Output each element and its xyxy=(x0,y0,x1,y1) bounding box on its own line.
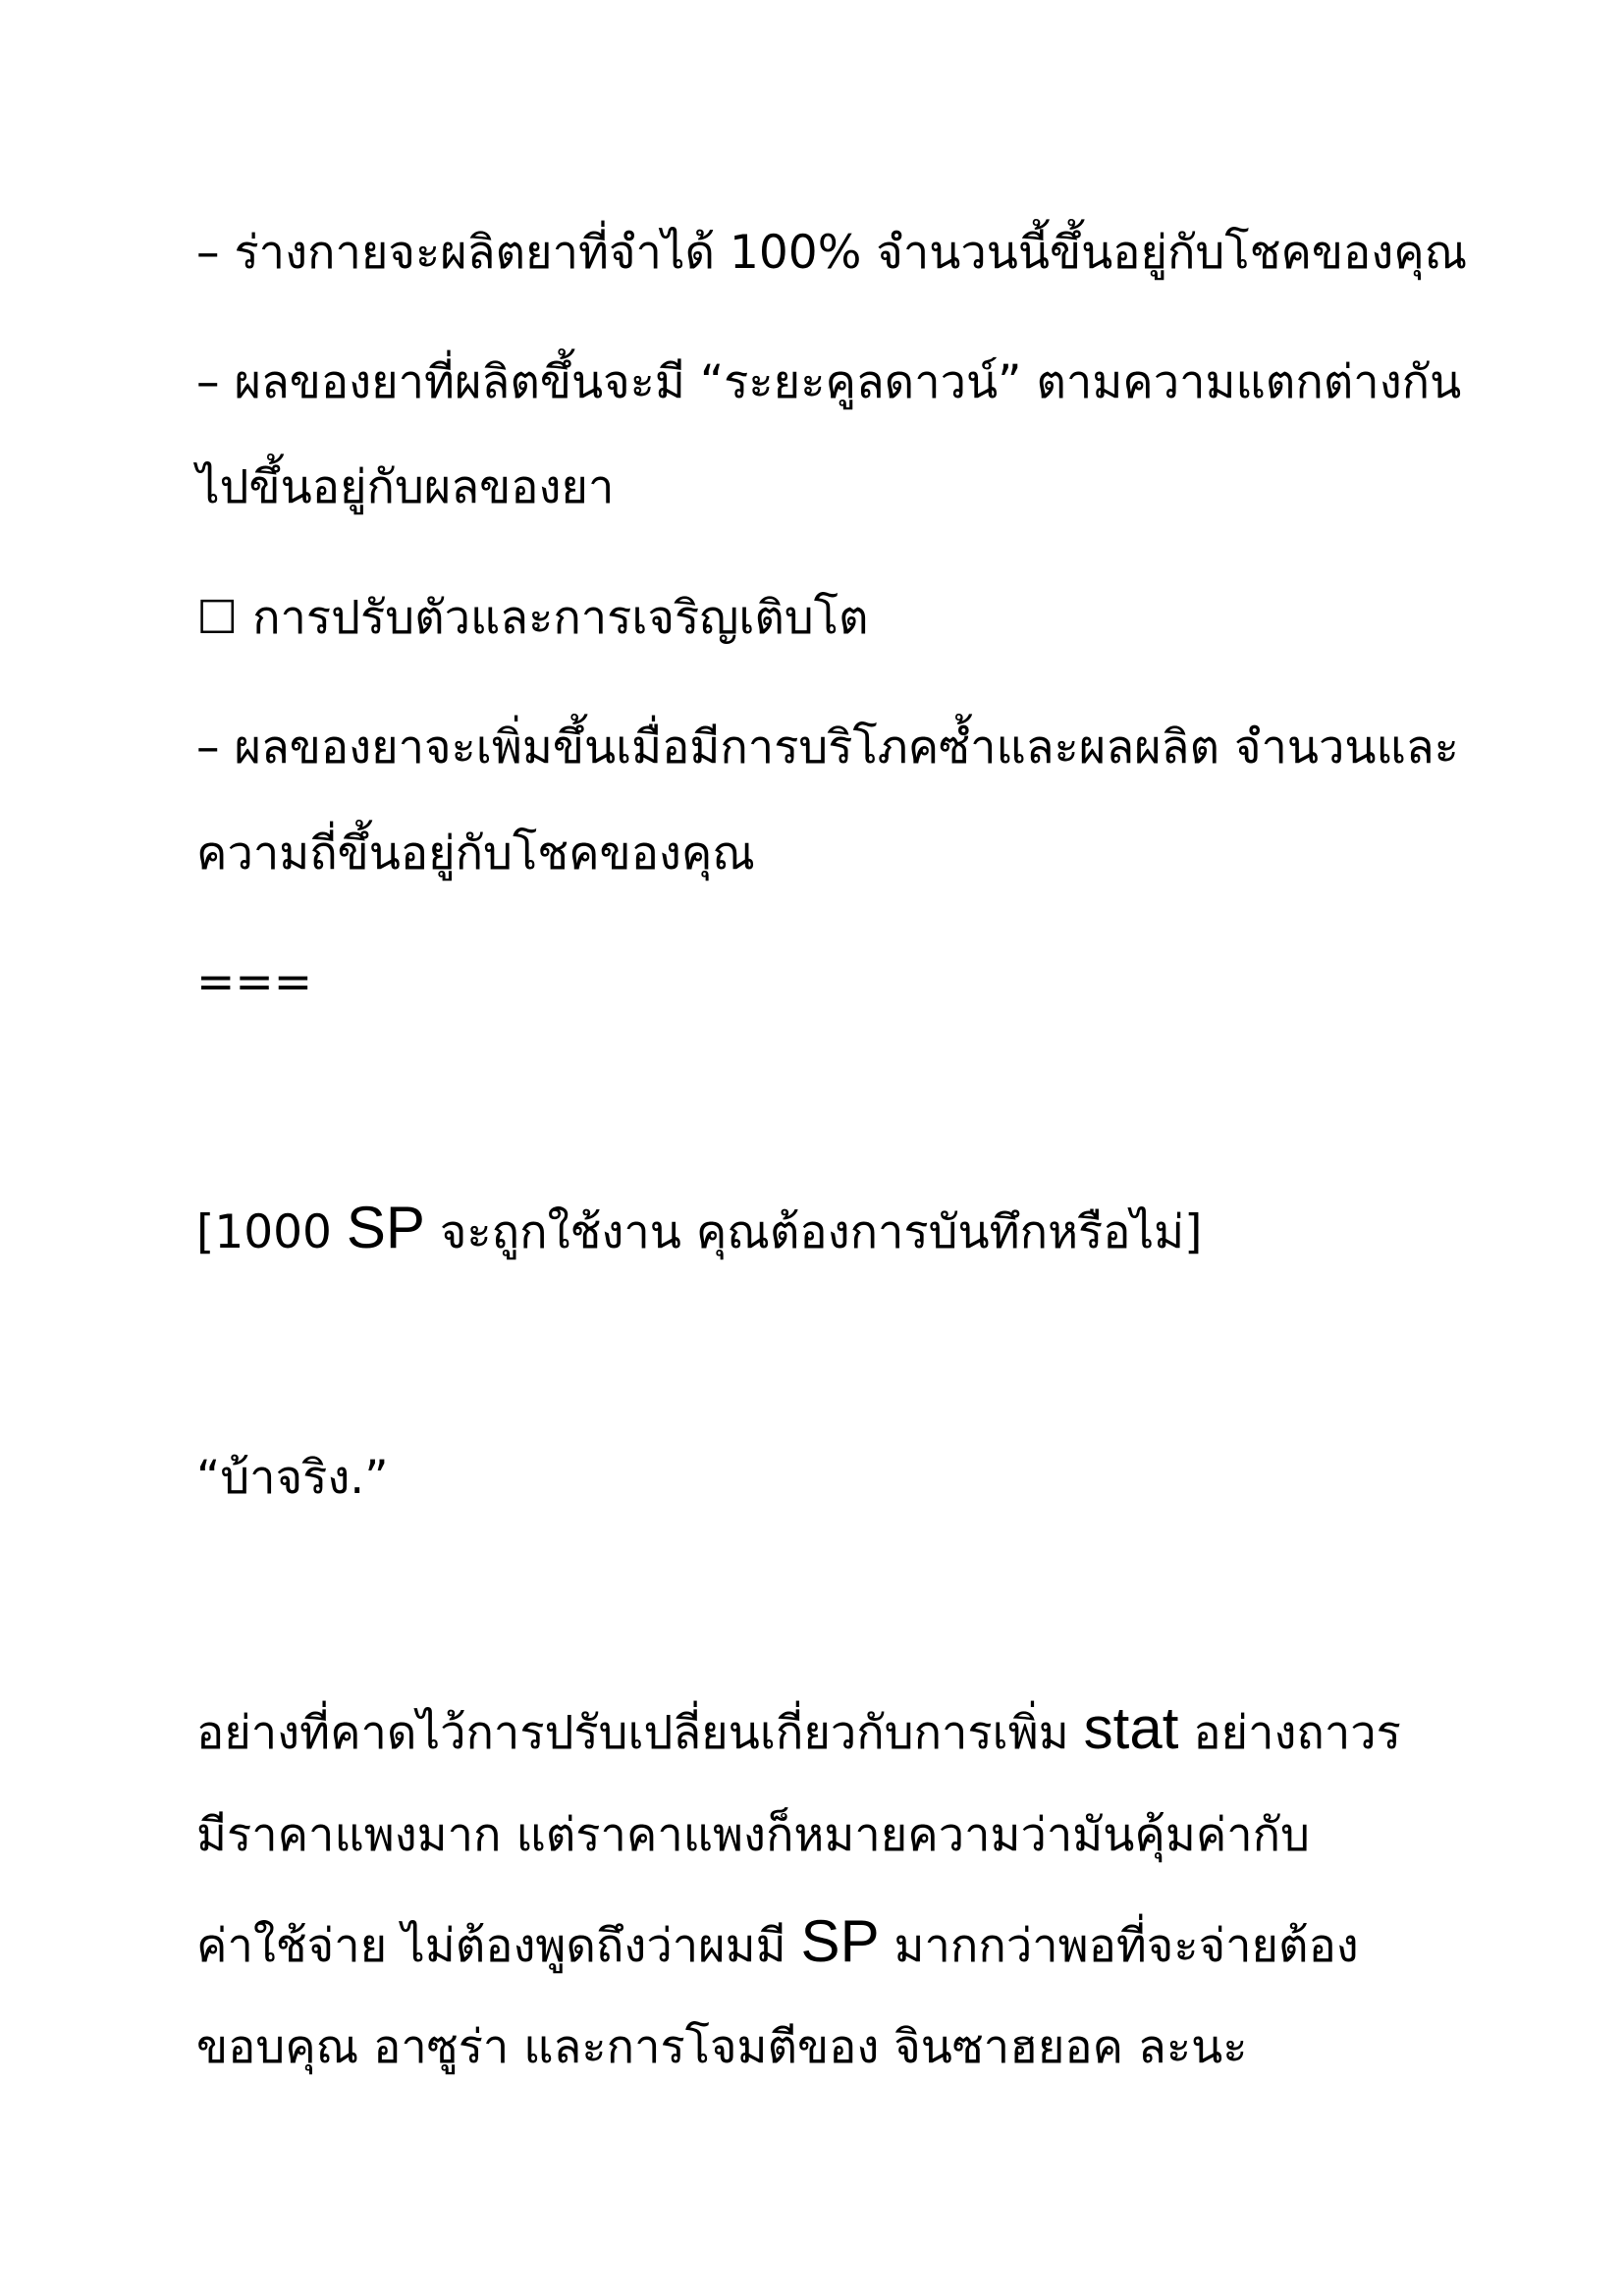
text-line: – ร่างกายจะผลิตยาที่จำได้ 100% จำนวนนี้ขึ้นอยู่กับโชคของคุณ xyxy=(196,226,1468,280)
stat-term: stat xyxy=(1083,1695,1179,1761)
paragraph-part: อย่างถาวร xyxy=(1178,1706,1401,1760)
separator-text: === xyxy=(196,955,313,1009)
paragraph-line xyxy=(196,1693,1401,1769)
section-heading: ☐ การปรับตัวและการเจริญเติบโต xyxy=(196,591,869,645)
sp-term: SP xyxy=(346,1195,425,1260)
text-line: – ผลของยาที่ผลิตขึ้นจะมี “ระยะคูลดาวน์” ตามความแตกต่างกัน xyxy=(196,355,1462,409)
system-message-part: [1000 xyxy=(196,1205,347,1259)
paragraph-line: มีราคาแพงมาก แต่ราคาแพงก็หมายความว่ามันคุ้มค่ากับ xyxy=(196,1808,1310,1862)
paragraph-part: อย่างที่คาดไว้การปรับเปลี่ยนเกี่ยวกับการเพิ่ม xyxy=(196,1706,1084,1760)
paragraph-part: มากกว่าพอที่จะจ่ายต้อง xyxy=(879,1919,1359,1973)
text-line: ไปขึ้นอยู่กับผลของยา xyxy=(196,460,615,514)
paragraph-line xyxy=(196,1906,1359,1982)
text-line: – ผลของยาจะเพิ่มขึ้นเมื่อมีการบริโภคซ้ำและผลผลิต จำนวนและ xyxy=(196,721,1459,774)
system-message xyxy=(196,1193,1202,1268)
paragraph-line: ขอบคุณ อาซูร่า และการโจมตีของ จินซาฮยอค ละนะ xyxy=(196,2020,1248,2074)
text-line: ความถี่ขึ้นอยู่กับโชคของคุณ xyxy=(196,827,755,881)
sp-term: SP xyxy=(800,1908,880,1974)
quote-line: “บ้าจริง.” xyxy=(196,1451,389,1505)
paragraph-part: ค่าใช้จ่าย ไม่ต้องพูดถึงว่าผมมี xyxy=(196,1919,801,1973)
system-message-part: จะถูกใช้งาน คุณต้องการบันทึกหรือไม่] xyxy=(424,1205,1203,1259)
